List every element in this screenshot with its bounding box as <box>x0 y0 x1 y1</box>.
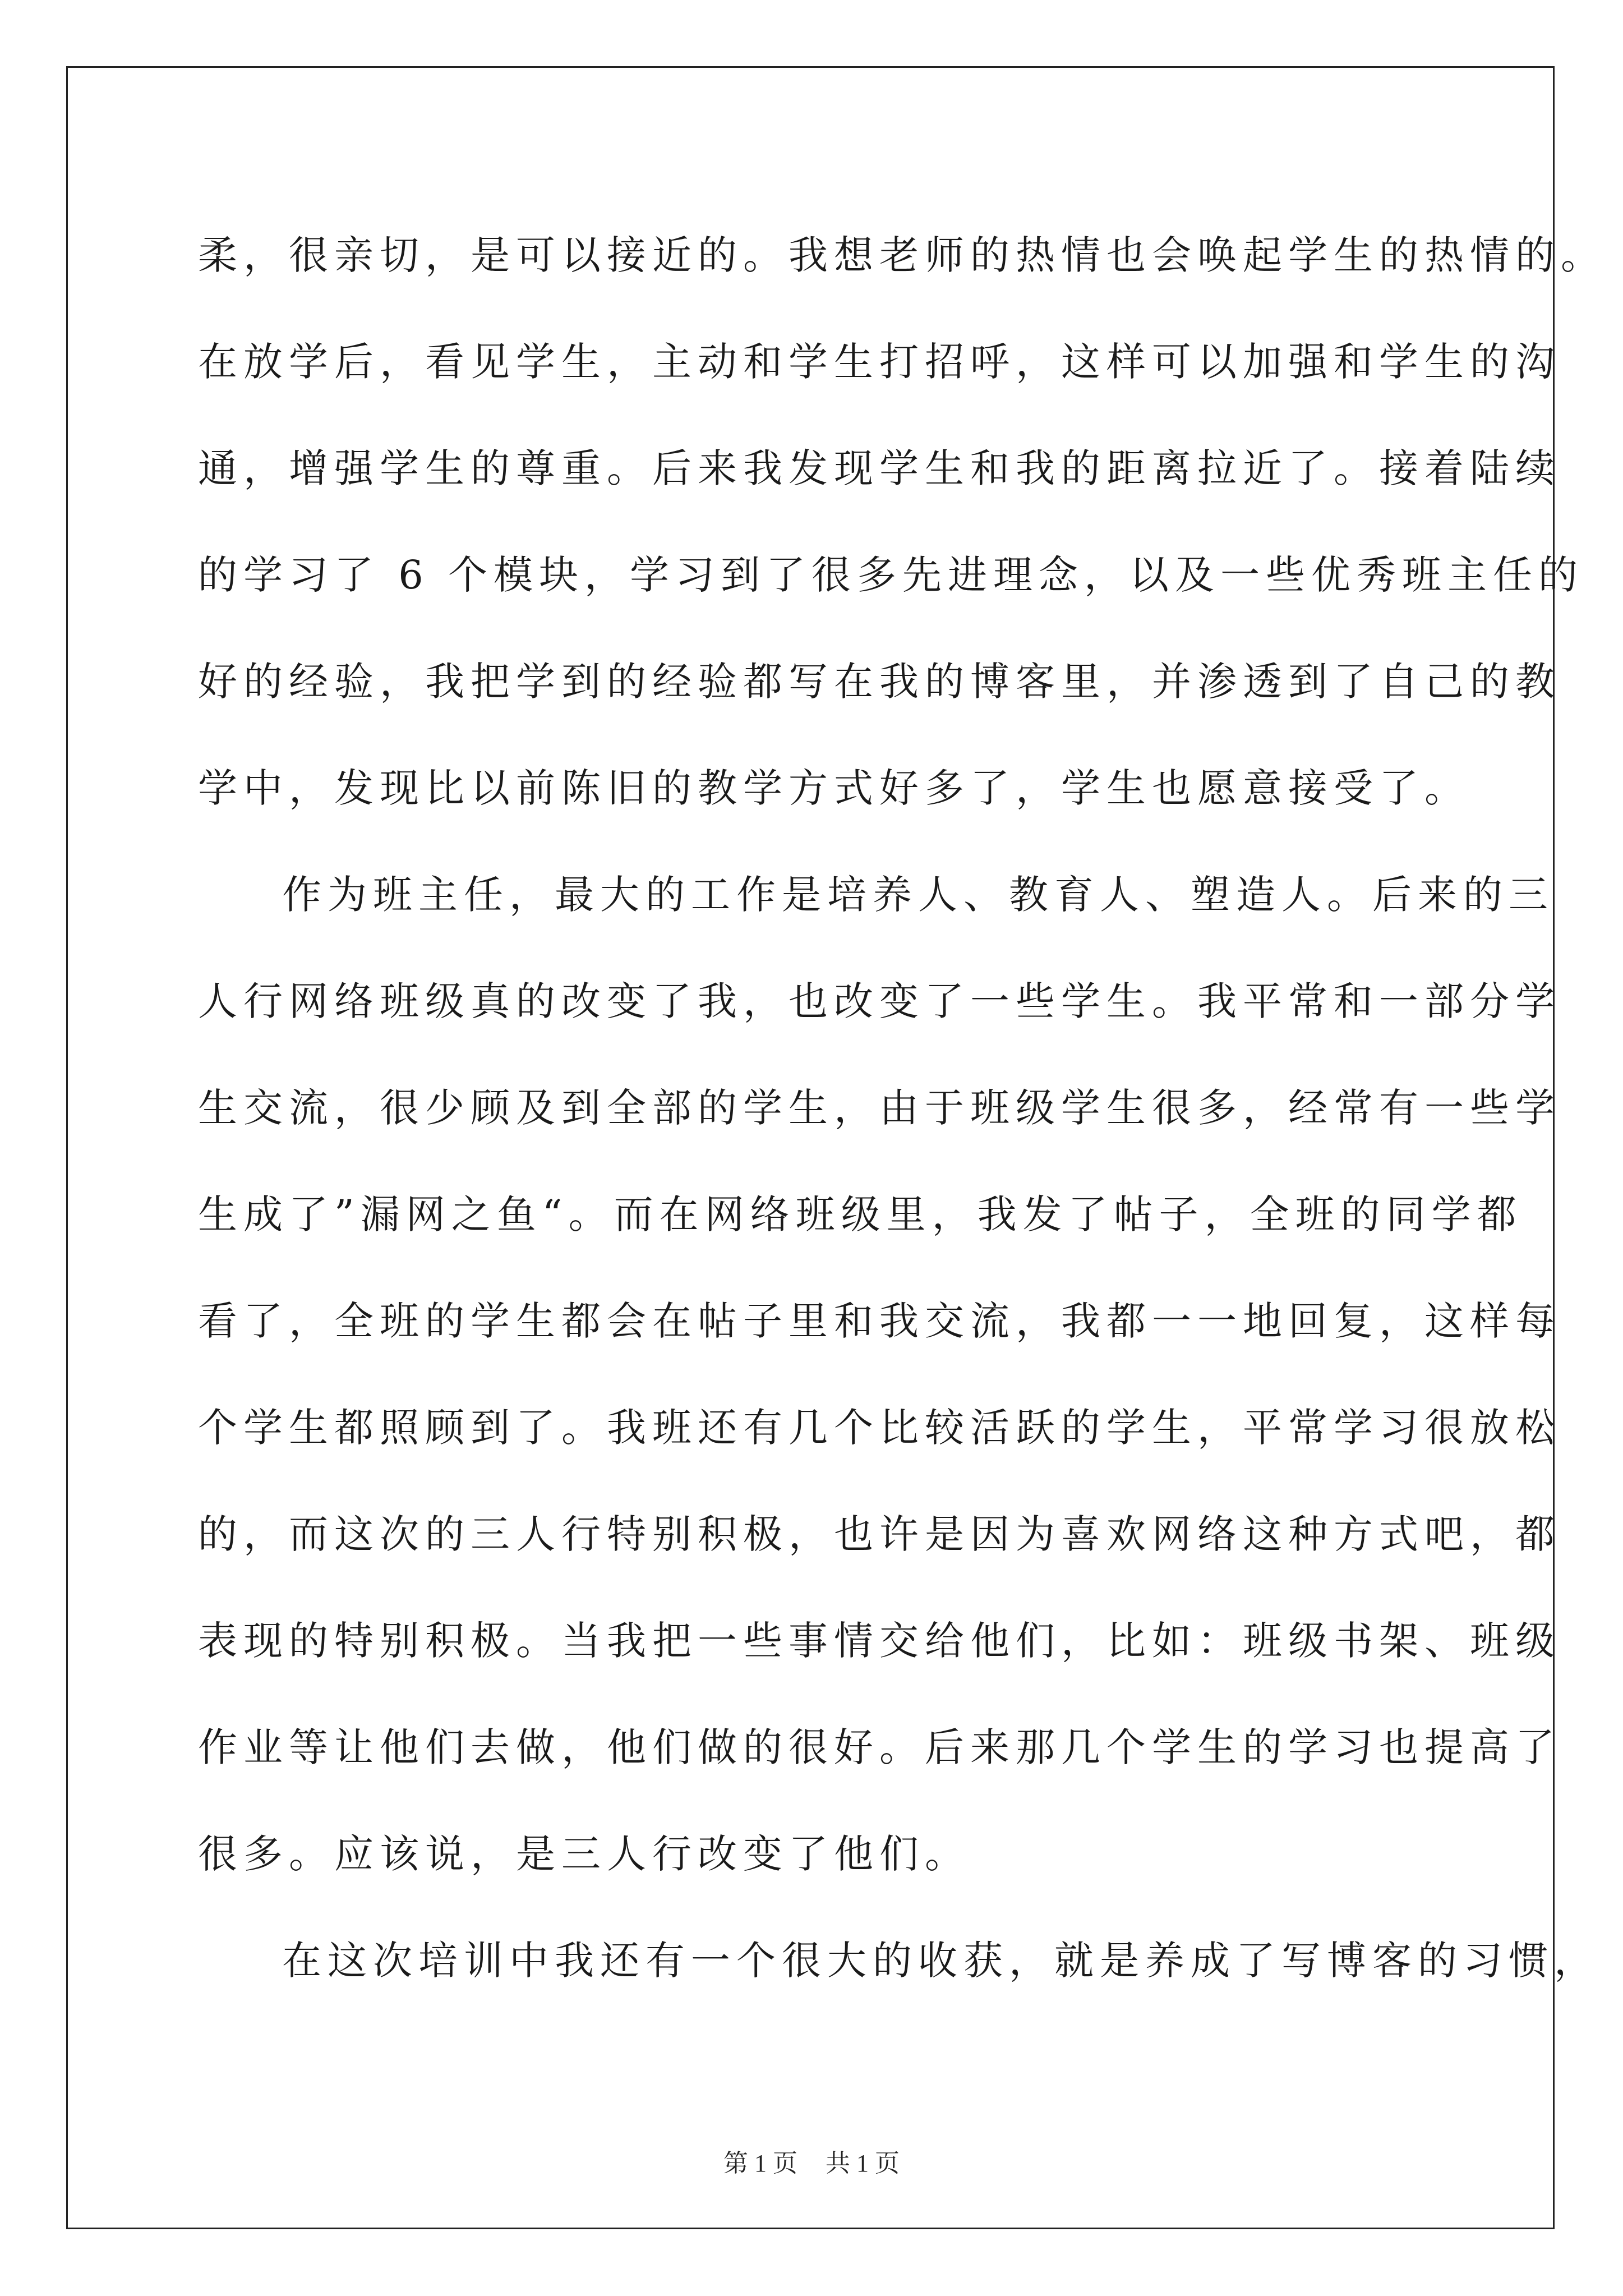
text-line: 很多。应该说，是三人行改变了他们。 <box>198 1831 970 1877</box>
text-line: 作业等让他们去做，他们做的很好。后来那几个学生的学习也提高了 <box>198 1724 1561 1770</box>
text-line: 学中，发现比以前陈旧的教学方式好多了，学生也愿意接受了。 <box>198 765 1470 811</box>
text-line: 的，而这次的三人行特别积极，也许是因为喜欢网络这种方式吧，都 <box>198 1511 1561 1557</box>
page-total: 共 1 页 <box>826 2150 900 2177</box>
page-number: 第 1 页 <box>723 2150 797 2177</box>
text-line: 个学生都照顾到了。我班还有几个比较活跃的学生，平常学习很放松 <box>198 1405 1561 1451</box>
text-line: 表现的特别积极。当我把一些事情交给他们，比如：班级书架、班级 <box>198 1618 1561 1664</box>
text-line: 生成了”漏网之鱼“。而在网络班级里，我发了帖子，全班的同学都 <box>198 1191 1523 1237</box>
text-line: 的学习了 6 个模块，学习到了很多先进理念，以及一些优秀班主任的 <box>198 552 1584 598</box>
page-footer <box>0 2143 1623 2179</box>
text-line: 柔，很亲切，是可以接近的。我想老师的热情也会唤起学生的热情的。 <box>198 232 1606 278</box>
text-line: 看了，全班的学生都会在帖子里和我交流，我都一一地回复，这样每 <box>198 1298 1561 1344</box>
text-line: 在放学后，看见学生，主动和学生打招呼，这样可以加强和学生的沟 <box>198 339 1561 385</box>
text-line: 通，增强学生的尊重。后来我发现学生和我的距离拉近了。接着陆续 <box>198 445 1561 491</box>
document-body <box>198 202 1606 2014</box>
text-line: 生交流，很少顾及到全部的学生，由于班级学生很多，经常有一些学 <box>198 1085 1561 1131</box>
paragraph-start-line: 作为班主任，最大的工作是培养人、教育人、塑造人。后来的三 <box>282 872 1554 918</box>
text-line: 好的经验，我把学到的经验都写在我的博客里，并渗透到了自己的教 <box>198 659 1561 705</box>
text-line: 人行网络班级真的改变了我，也改变了一些学生。我平常和一部分学 <box>198 978 1561 1024</box>
paragraph-start-line: 在这次培训中我还有一个很大的收获，就是养成了写博客的习惯， <box>282 1938 1599 1984</box>
